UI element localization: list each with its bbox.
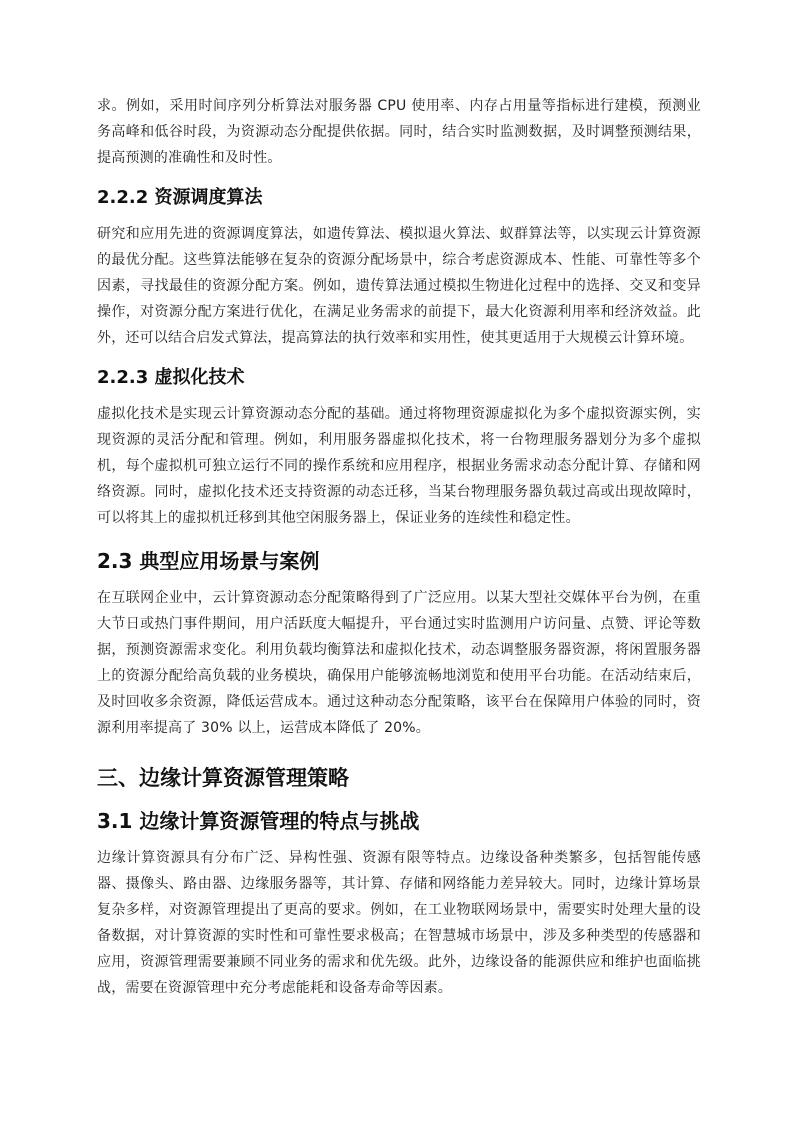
paragraph-edge-characteristics: 边缘计算资源具有分布广泛、异构性强、资源有限等特点。边缘设备种类繁多，包括智能传感器、摄像头、路由器、边缘服务器等，其计算、存储和网络能力差异较大。同时，边缘计算场景复杂多样，对资源管理提出了更高的要求。例如，在工业物联网场景中，需要实时处理大量的设备数据，对计算资源的实时性和可靠性要求极高；在智慧城市场景中，涉及多种类型的传感器和应用，资源管理需要兼顾不同业务的需求和优先级。此外，边缘设备的能源供应和维护也面临挑战，需要在资源管理中充分考虑能耗和设备寿命等因素。 [97,850,701,996]
paragraph-virtualization: 虚拟化技术是实现云计算资源动态分配的基础。通过将物理资源虚拟化为多个虚拟资源实例，实现资源的灵活分配和管理。例如，利用服务器虚拟化技术，将一台物理服务器划分为多个虚拟机，每个虚拟机可独立运行不同的操作系统和应用程序，根据业务需求动态分配计算、存储和网络资源。同时，虚拟化技术还支持资源的动态迁移，当某台物理服务器负载过高或出现故障时，可以将其上的虚拟机迁移到其他空闲服务器上，保证业务的连续性和稳定性。 [97,406,701,526]
document-page [97,93,701,1001]
heading-2-2-2: 2.2.2 资源调度算法 [97,187,263,208]
paragraph-prediction-continued: 求。例如，采用时间序列分析算法对服务器 CPU 使用率、内存占用量等指标进行建模，预测业务高峰和低谷时段，为资源动态分配提供依据。同时，结合实时监测数据，及时调整预测结果，提高预测的准确性和及时性。 [97,98,701,166]
heading-3-1: 3.1 边缘计算资源管理的特点与挑战 [97,809,420,833]
heading-section-3: 三、边缘计算资源管理策略 [97,766,349,790]
paragraph-application-case: 在互联网企业中，云计算资源动态分配策略得到了广泛应用。以某大型社交媒体平台为例，在重大节日或热门事件期间，用户活跃度大幅提升，平台通过实时监测用户访问量、点赞、评论等数据，预测资源需求变化。利用负载均衡算法和虚拟化技术，动态调整服务器资源，将闲置服务器上的资源分配给高负载的业务模块，确保用户能够流畅地浏览和使用平台功能。在活动结束后，及时回收多余资源，降低运营成本。通过这种动态分配策略，该平台在保障用户体验的同时，资源利用率提高了 30% 以上，运营成本降低了 20%。 [97,590,701,736]
heading-2-3: 2.3 典型应用场景与案例 [97,549,320,573]
heading-2-2-3: 2.2.3 虚拟化技术 [97,367,245,388]
paragraph-scheduling-algorithms: 研究和应用先进的资源调度算法，如遗传算法、模拟退火算法、蚁群算法等，以实现云计算资源的最优分配。这些算法能够在复杂的资源分配场景中，综合考虑资源成本、性能、可靠性等多个因素，寻找最佳的资源分配方案。例如，遗传算法通过模拟生物进化过程中的选择、交叉和变异操作，对资源分配方案进行优化，在满足业务需求的前提下，最大化资源利用率和经济效益。此外，还可以结合启发式算法，提高算法的执行效率和实用性，使其更适用于大规模云计算环境。 [97,226,701,346]
